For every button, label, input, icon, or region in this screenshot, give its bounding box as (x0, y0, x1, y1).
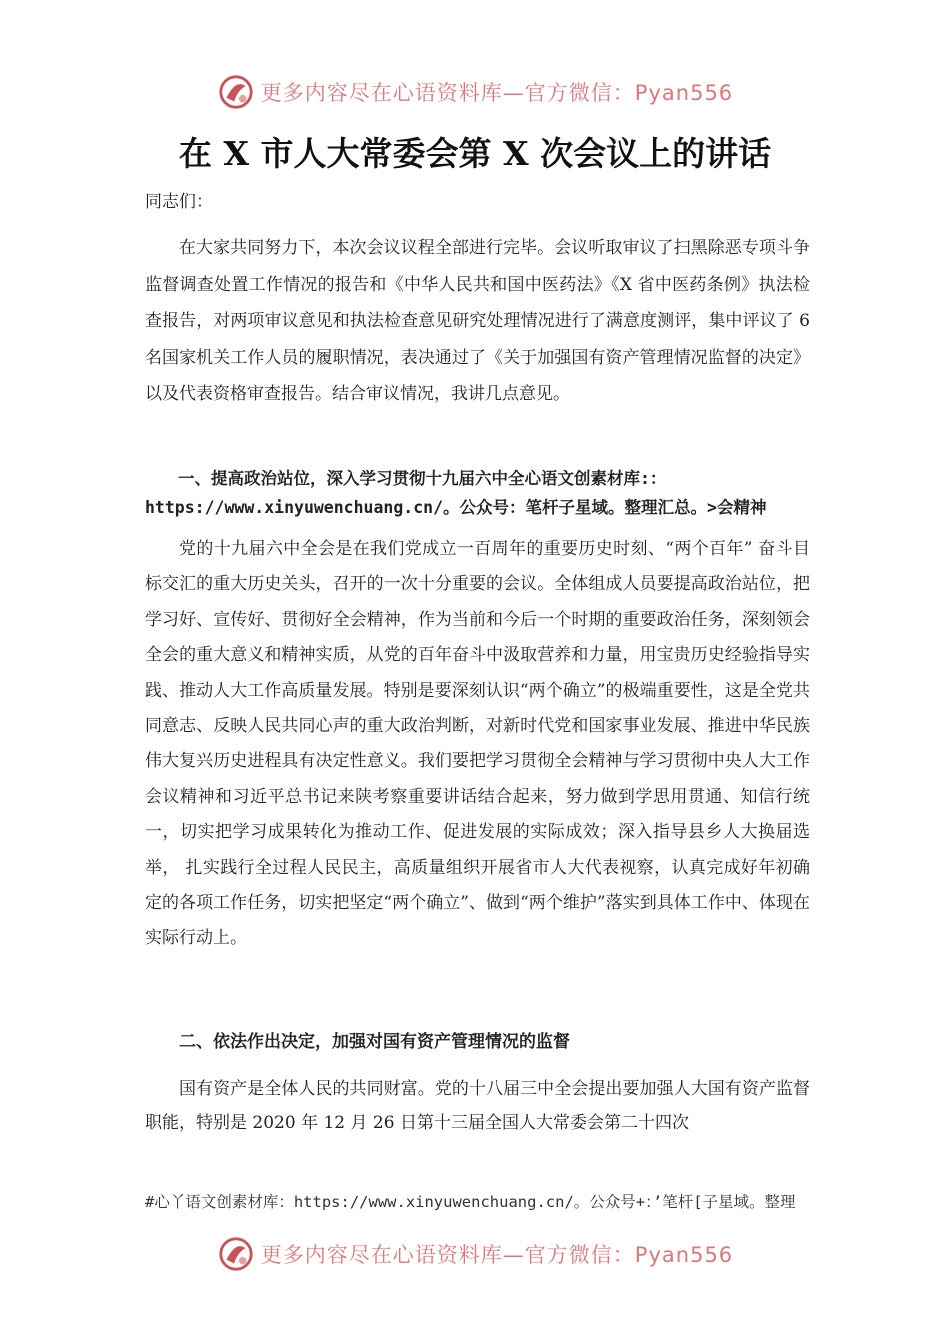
logo-icon (217, 73, 255, 111)
paragraph-section-2: 国有资产是全体人民的共同财富。党的十八届三中全会提出要加强人大国有资产监督职能，特别是 2020 年 12 月 26 日第十三届全国人大常委会第二十四次 (145, 1079, 810, 1133)
paragraph-section-1: 党的十九届六中全会是在我们党成立一百周年的重要历史时刻、“两个百年” 奋斗目标交汇的重大历史关头，召开的一次十分重要的会议。全体组成人员要提高政治站位，把学习好、宣传好、贯彻好全会精神，作为当前和今后一个时期的重要政治任务，深刻领会全会的重大意义和精神实质，从党的百年奋斗中汲取营养和力量，用宝贵历史经验指导实践、推动人大工作高质量发展。特别是要深刻认识“两个确立”的极端重要性，这是全党共同意志、反映人民共同心声的重大政治判断，对新时代党和国家事业发展、推进中华民族伟大复兴历史进程具有决定性意义。我们要把学习贯彻全会精神与学习贯彻中央人大工作会议精神和习近平总书记来陕考察重要讲话结合起来，努力做到学思用贯通、知信行统一，切实把学习成果转化为推动工作、促进发展的实际成效；深入指导县乡人大换届选举， 扎实践行全过程人民民主，高质量组织开展省市人大代表视察，认真完成好年初确定的各项工作任务，切实把坚定“两个确立”、做到“两个维护”落实到具体工作中、体现在实际行动上。 (145, 539, 810, 949)
section-heading-1: 一、提高政治站位，深入学习贯彻十九届六中全心语文创素材库:：https://www.xinyuwenchuang.cn/。公众号：笔杆子星域。整理汇总。>会精神 (145, 469, 767, 517)
logo-icon (217, 1235, 255, 1273)
page-title: 在 X 市人大常委会第 X 次会议上的讲话 (178, 134, 772, 173)
footer-watermark-text: 更多内容尽在心语资料库—官方微信：Pyan556 (260, 1243, 734, 1267)
section-heading-2: 二、依法作出决定，加强对国有资产管理情况的监督 (179, 1032, 570, 1052)
footer-note: #心丫语文创素材库：https://www.xinyuwenchuang.cn/。公众号+：’笔杆[子星域。整理 (145, 1193, 796, 1211)
paragraph-intro: 在大家共同努力下，本次会议议程全部进行完毕。会议听取审议了扫黑除恶专项斗争监督调查处置工作情况的报告和《中华人民共和国中医药法》《X 省中医药条例》执法检查报告，对两项审议意见和执法检查意见研究处理情况进行了满意度测评，集中评议了 6 名国家机关工作人员的履职情况，表决通过了《关于加强国有资产管理情况监督的决定》以及代表资格审查报告。结合审议情况，我讲几点意见。 (145, 238, 810, 404)
header-watermark-banner (0, 72, 950, 112)
footer-watermark-banner (0, 1234, 950, 1274)
header-watermark-text: 更多内容尽在心语资料库—官方微信：Pyan556 (260, 81, 734, 105)
greeting: 同志们： (145, 192, 213, 212)
